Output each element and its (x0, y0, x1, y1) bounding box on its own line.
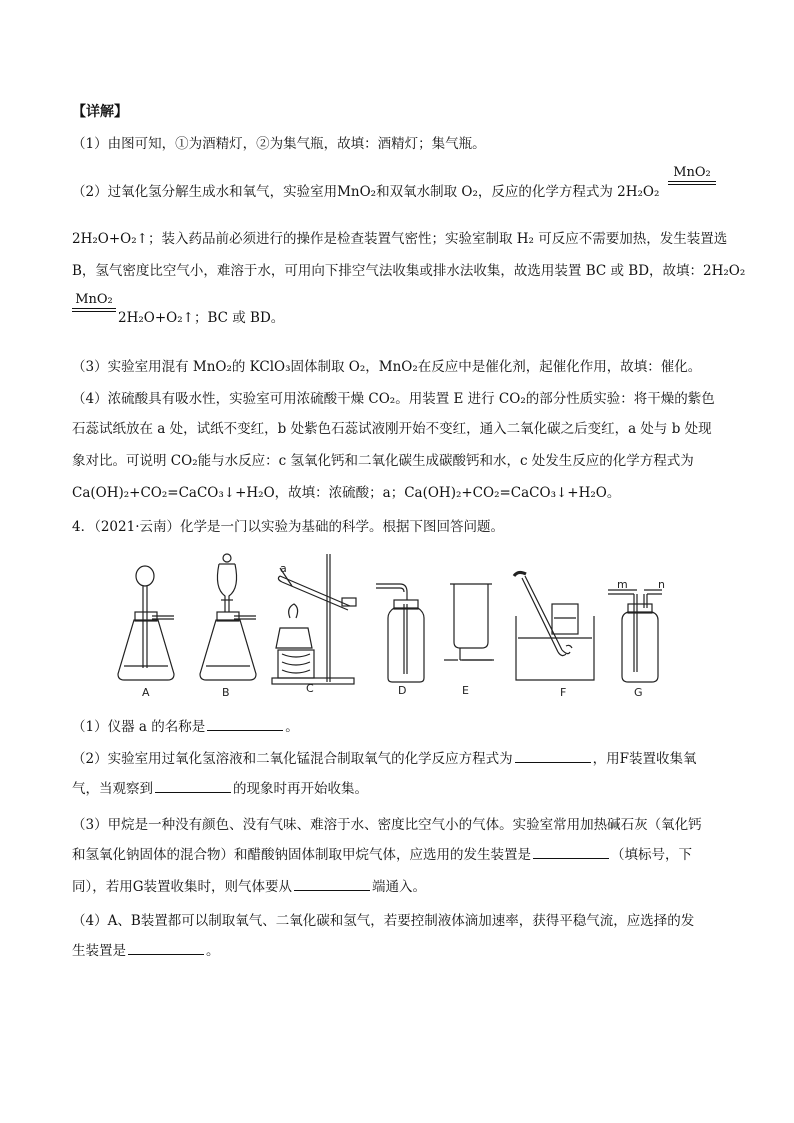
q4b-prefix: 生装置是 (72, 943, 126, 959)
question-3a: （3）甲烷是一种没有颜色、没有气味、难溶于水、密度比空气小的气体。实验室常用加热碱石灰（氧化钙 (72, 817, 702, 833)
apparatus-label-G: G (634, 686, 643, 699)
apparatus-label-m: m (617, 578, 628, 591)
apparatus-d (376, 584, 424, 682)
apparatus-b (200, 554, 256, 680)
question-4b (72, 942, 220, 960)
apparatus-label-D: D (398, 684, 407, 697)
apparatus-label-C: C (306, 682, 314, 695)
q3c-suffix: 端通入。 (372, 879, 427, 895)
detail-p3: （3）实验室用混有 MnO₂的 KClO₃固体制取 O₂，MnO₂在反应中是催化剂，起催化作用，故填：催化。 (72, 359, 702, 375)
apparatus-label-B: B (222, 686, 230, 699)
q3b-prefix: 和氢氧化钠固体的混合物）和醋酸钠固体制取甲烷气体，应选用的发生装置是 (72, 847, 531, 863)
q1-suffix: 。 (285, 719, 299, 735)
apparatus-f (514, 572, 594, 680)
equation-double-line-2 (72, 308, 116, 312)
q3c-prefix: 同），若用G装置收集时，则气体要从 (72, 879, 293, 895)
apparatus-g (608, 590, 662, 682)
question-title: 4．（2021·云南）化学是一门以实验为基础的科学。根据下图回答问题。 (72, 519, 504, 535)
q2-prefix: （2）实验室用过氧化氢溶液和二氧化锰混合制取氧气的化学反应方程式为 (72, 751, 513, 767)
q2b-suffix: 的现象时再开始收集。 (233, 781, 368, 797)
q3-blank-2 (294, 878, 370, 891)
q4-blank (128, 942, 204, 955)
apparatus-label-a-text: a (280, 562, 287, 575)
detail-p4d: Ca(OH)₂+CO₂=CaCO₃↓+H₂O，故填：浓硫酸；a；Ca(OH)₂+CO₂=CaCO₃↓+H₂O。 (72, 485, 621, 501)
question-2 (72, 750, 696, 768)
apparatus-e (444, 584, 494, 660)
apparatus-label-E: E (462, 684, 469, 697)
q2b-prefix: 气，当观察到 (72, 781, 153, 797)
apparatus-label-F: F (560, 686, 567, 699)
question-3b (72, 846, 692, 864)
mno2-label: MnO₂ (673, 165, 711, 180)
q2-middle: ，用F装置收集氧 (592, 751, 697, 767)
q3b-suffix: （填标号，下 (611, 847, 692, 863)
mno2-label-2: MnO₂ (75, 292, 113, 307)
apparatus-figure (112, 548, 672, 700)
q2-blank-1 (515, 750, 591, 763)
apparatus-label-A: A (142, 686, 150, 699)
detail-p4a: （4）浓硫酸具有吸水性，实验室可用浓硫酸干燥 CO₂。用装置 E 进行 CO₂的部分性质实验：将干燥的紫色 (72, 391, 715, 407)
q4b-suffix: 。 (206, 943, 220, 959)
mno2-condition-2 (72, 292, 116, 312)
detail-heading: 【详解】 (72, 104, 128, 120)
equation-double-line (668, 181, 716, 185)
question-4a: （4）A、B装置都可以制取氧气、二氧化碳和氢气，若要控制液体滴加速率，获得平稳气流，应选择的发 (72, 913, 695, 929)
detail-p1: （1）由图可知，①为酒精灯，②为集气瓶，故填：酒精灯；集气瓶。 (72, 136, 486, 152)
detail-p2c: B，氢气密度比空气小，难溶于水，可用向下排空气法收集或排水法收集，故选用装置 BC 或 BD，故填：2H₂O₂ (72, 263, 746, 279)
detail-p4c: 象对比。可说明 CO₂能与水反应：c 氢氧化钙和二氧化碳生成碳酸钙和水，c 处发生反应的化学方程式为 (72, 453, 694, 469)
q2-blank-2 (155, 780, 231, 793)
apparatus-a (118, 566, 174, 680)
q1-prefix: （1）仪器 a 的名称是 (72, 719, 206, 735)
detail-p2b: 2H₂O+O₂↑；装入药品前必须进行的操作是检查装置气密性；实验室制取 H₂ 可反应不需要加热，发生装置选 (72, 231, 728, 247)
question-1 (72, 718, 299, 736)
question-3c (72, 878, 426, 896)
q3-blank-1 (533, 846, 609, 859)
detail-p2a: （2）过氧化氢分解生成水和氧气，实验室用MnO₂和双氧水制取 O₂，反应的化学方程式为 2H₂O₂ (72, 184, 660, 200)
mno2-condition (668, 165, 716, 185)
q1-blank (207, 718, 283, 731)
question-2b (72, 780, 368, 798)
apparatus-label-n: n (658, 578, 665, 591)
detail-p4b: 石蕊试纸放在 a 处，试纸不变红，b 处紫色石蕊试液刚开始不变红，通入二氧化碳之后变红，a 处与 b 处现 (72, 421, 712, 437)
detail-p2d: 2H₂O+O₂↑；BC 或 BD。 (118, 310, 285, 326)
